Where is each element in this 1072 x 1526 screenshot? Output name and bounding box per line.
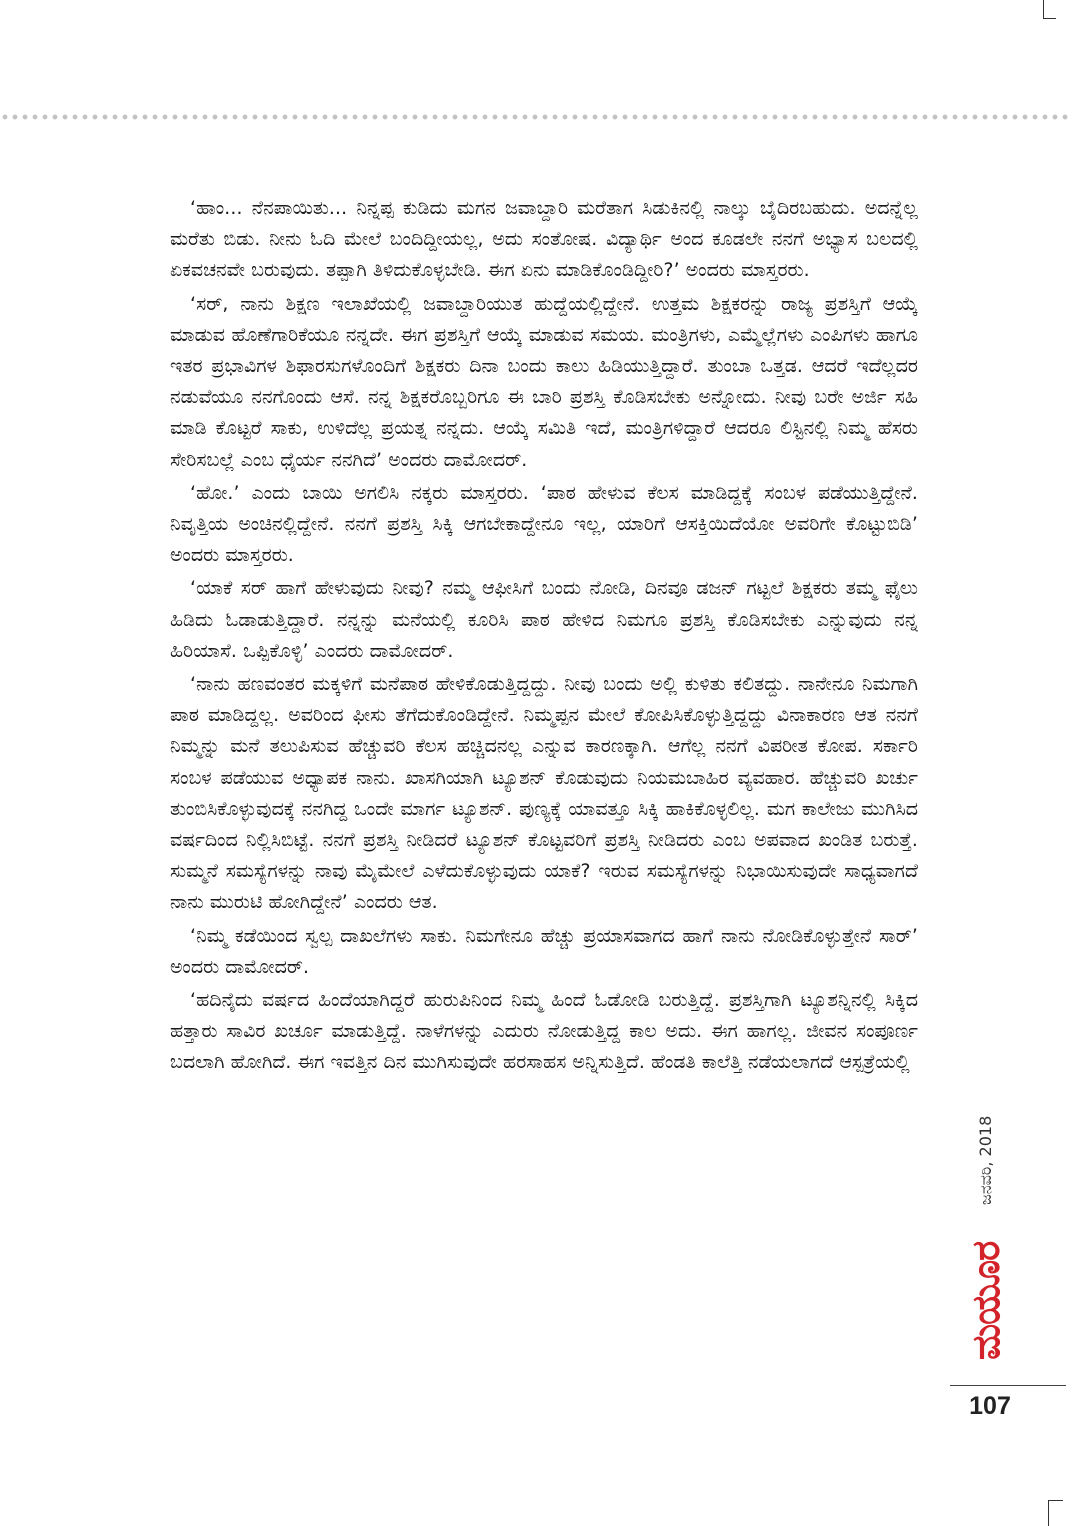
page-number: 107	[969, 1392, 1011, 1420]
paragraph-5: ‘ನಾನು ಹಣವಂತರ ಮಕ್ಕಳಿಗೆ ಮನೆಪಾಠ ಹೇಳಿಕೊಡುತ್ತಿದ್ದದ್ದು. ನೀವು ಬಂದು ಅಲ್ಲಿ ಕುಳಿತು ಕಲಿತದ್ದು. ನಾನೇನೂ ನಿಮಗಾಗಿ ಪಾಠ ಮಾಡಿದ್ದಲ್ಲ. ಅವರಿಂದ ಫೀಸು ತೆಗೆದುಕೊಂಡಿದ್ದೇನೆ. ನಿಮ್ಮಪ್ಪನ ಮೇಲೆ ಕೋಪಿಸಿಕೊಳ್ಳುತ್ತಿದ್ದದ್ದು ವಿನಾಕಾರಣ ಆತ ನನಗೆ ನಿಮ್ಮನ್ನು ಮನೆ ತಲುಪಿಸುವ ಹೆಚ್ಚುವರಿ ಕೆಲಸ ಹಚ್ಚಿದನಲ್ಲ ಎನ್ನುವ ಕಾರಣಕ್ಕಾಗಿ. ಆಗೆಲ್ಲ ನನಗೆ ವಿಪರೀತ ಕೋಪ. ಸರ್ಕಾರಿ ಸಂಬಳ ಪಡೆಯುವ ಅಧ್ಯಾಪಕ ನಾನು. ಖಾಸಗಿಯಾಗಿ ಟ್ಯೂಶನ್ ಕೊಡುವುದು ನಿಯಮಬಾಹಿರ ವ್ಯವಹಾರ. ಹೆಚ್ಚುವರಿ ಖರ್ಚು ತುಂಬಿಸಿಕೊಳ್ಳುವುದಕ್ಕೆ ನನಗಿದ್ದ ಒಂದೇ ಮಾರ್ಗ ಟ್ಯೂಶನ್. ಪುಣ್ಯಕ್ಕೆ ಯಾವತ್ತೂ ಸಿಕ್ಕಿ ಹಾಕಿಕೊಳ್ಳಲಿಲ್ಲ. ಮಗ ಕಾಲೇಜು ಮುಗಿಸಿದ ವರ್ಷದಿಂದ ನಿಲ್ಲಿಸಿಬಿಟ್ಟೆ. ನನಗೆ ಪ್ರಶಸ್ತಿ ನೀಡಿದರೆ ಟ್ಯೂಶನ್ ಕೊಟ್ಟವರಿಗೆ ಪ್ರಶಸ್ತಿ ನೀಡಿದರು ಎಂಬ ಅಪವಾದ ಖಂಡಿತ ಬರುತ್ತೆ. ಸುಮ್ಮನೆ ಸಮಸ್ಯೆಗಳನ್ನು ನಾವು ಮೈಮೇಲೆ ಎಳೆದುಕೊಳ್ಳುವುದು ಯಾಕೆ? ಇರುವ ಸಮಸ್ಯೆಗಳನ್ನು ನಿಭಾಯಿಸುವುದೇ ಸಾಧ್ಯವಾಗದೆ ನಾನು ಮುರುಟಿ ಹೋಗಿದ್ದೇನೆ’ ಎಂದರು ಆತ.	[170, 674, 918, 914]
dotted-divider	[0, 113, 1072, 121]
crop-mark-bottom-right	[1048, 1500, 1063, 1526]
paragraph-4: ‘ಯಾಕೆ ಸರ್ ಹಾಗೆ ಹೇಳುವುದು ನೀವು? ನಮ್ಮ ಆಫೀಸಿಗೆ ಬಂದು ನೋಡಿ, ದಿನವೂ ಡಜನ್ ಗಟ್ಟಲೆ ಶಿಕ್ಷಕರು ತಮ್ಮ ಫೈಲು ಹಿಡಿದು ಓಡಾಡುತ್ತಿದ್ದಾರೆ. ನನ್ನನ್ನು ಮನೆಯಲ್ಲಿ ಕೂರಿಸಿ ಪಾಠ ಹೇಳಿದ ನಿಮಗೂ ಪ್ರಶಸ್ತಿ ಕೊಡಿಸಬೇಕು ಎನ್ನುವುದು ನನ್ನ ಹಿರಿಯಾಸೆ. ಒಪ್ಪಿಕೊಳ್ಳಿ’ ಎಂದರು ದಾಮೋದರ್.	[170, 578, 918, 662]
story-body	[170, 193, 918, 1393]
magazine-logo: ಮಯೂರ	[964, 1241, 1008, 1361]
paragraph-6: ‘ನಿಮ್ಮ ಕಡೆಯಿಂದ ಸ್ವಲ್ಪ ದಾಖಲೆಗಳು ಸಾಕು. ನಿಮಗೇನೂ ಹೆಚ್ಚು ಪ್ರಯಾಸವಾಗದ ಹಾಗೆ ನಾನು ನೋಡಿಕೊಳ್ಳುತ್ತೇನೆ ಸಾರ್’ ಅಂದರು ದಾಮೋದರ್.	[170, 925, 918, 978]
sidebar-folio	[962, 1105, 1010, 1385]
paragraph-2: ‘ಸರ್, ನಾನು ಶಿಕ್ಷಣ ಇಲಾಖೆಯಲ್ಲಿ ಜವಾಬ್ದಾರಿಯುತ ಹುದ್ದೆಯಲ್ಲಿದ್ದೇನೆ. ಉತ್ತಮ ಶಿಕ್ಷಕರನ್ನು ರಾಜ್ಯ ಪ್ರಶಸ್ತಿಗೆ ಆಯ್ಕೆ ಮಾಡುವ ಹೊಣೆಗಾರಿಕೆಯೂ ನನ್ನದೇ. ಈಗ ಪ್ರಶಸ್ತಿಗೆ ಆಯ್ಕೆ ಮಾಡುವ ಸಮಯ. ಮಂತ್ರಿಗಳು, ಎಮ್ಮೆಲ್ಲೆಗಳು ಎಂಪಿಗಳು ಹಾಗೂ ಇತರ ಪ್ರಭಾವಿಗಳ ಶಿಫಾರಸುಗಳೊಂದಿಗೆ ಶಿಕ್ಷಕರು ದಿನಾ ಬಂದು ಕಾಲು ಹಿಡಿಯುತ್ತಿದ್ದಾರೆ. ತುಂಬಾ ಒತ್ತಡ. ಆದರೆ ಇದೆಲ್ಲದರ ನಡುವೆಯೂ ನನಗೊಂದು ಆಸೆ. ನನ್ನ ಶಿಕ್ಷಕರೊಬ್ಬರಿಗೂ ಈ ಬಾರಿ ಪ್ರಶಸ್ತಿ ಕೊಡಿಸಬೇಕು ಅನ್ನೋದು. ನೀವು ಬರೇ ಅರ್ಜಿ ಸಹಿ ಮಾಡಿ ಕೊಟ್ಟರೆ ಸಾಕು, ಉಳಿದೆಲ್ಲ ಪ್ರಯತ್ನ ನನ್ನದು. ಆಯ್ಕೆ ಸಮಿತಿ ಇದೆ, ಮಂತ್ರಿಗಳಿದ್ದಾರೆ ಆದರೂ ಲಿಸ್ಟಿನಲ್ಲಿ ನಿಮ್ಮ ಹೆಸರು ಸೇರಿಸಬಲ್ಲೆ ಎಂಬ ಧೈರ್ಯ ನನಗಿದೆ’ ಅಂದರು ದಾಮೋದರ್.	[170, 293, 918, 471]
paragraph-1: ‘ಹಾಂ... ನೆನಪಾಯಿತು... ನಿನ್ನಪ್ಪ ಕುಡಿದು ಮಗನ ಜವಾಬ್ದಾರಿ ಮರೆತಾಗ ಸಿಡುಕಿನಲ್ಲಿ ನಾಲ್ಕು ಬೈದಿರಬಹುದು. ಅದನ್ನೆಲ್ಲ ಮರೆತು ಬಿಡು. ನೀನು ಓದಿ ಮೇಲೆ ಬಂದಿದ್ದೀಯಲ್ಲ, ಅದು ಸಂತೋಷ. ವಿದ್ಯಾರ್ಥಿ ಅಂದ ಕೂಡಲೇ ನನಗೆ ಅಭ್ಯಾಸ ಬಲದಲ್ಲಿ ಏಕವಚನವೇ ಬರುವುದು. ತಪ್ಪಾಗಿ ತಿಳಿದುಕೊಳ್ಳಬೇಡಿ. ಈಗ ಏನು ಮಾಡಿಕೊಂಡಿದ್ದೀರಿ?’ ಅಂದರು ಮಾಸ್ತರರು.	[170, 198, 918, 282]
paragraph-3: ‘ಹೋ.’ ಎಂದು ಬಾಯಿ ಅಗಲಿಸಿ ನಕ್ಕರು ಮಾಸ್ತರರು. ‘ಪಾಠ ಹೇಳುವ ಕೆಲಸ ಮಾಡಿದ್ದಕ್ಕೆ ಸಂಬಳ ಪಡೆಯುತ್ತಿದ್ದೇನೆ. ನಿವೃತ್ತಿಯ ಅಂಚಿನಲ್ಲಿದ್ದೇನೆ. ನನಗೆ ಪ್ರಶಸ್ತಿ ಸಿಕ್ಕಿ ಆಗಬೇಕಾದ್ದೇನೂ ಇಲ್ಲ, ಯಾರಿಗೆ ಆಸಕ್ತಿಯಿದೆಯೋ ಅವರಿಗೇ ಕೊಟ್ಟುಬಿಡಿ’ ಅಂದರು ಮಾಸ್ತರರು.	[170, 482, 918, 567]
crop-mark-top-right	[1043, 0, 1056, 19]
issue-date: ಜನವರಿ, 2018	[976, 1115, 995, 1205]
page-number-rule	[950, 1385, 1066, 1386]
paragraph-7: ‘ಹದಿನೈದು ವರ್ಷದ ಹಿಂದೆಯಾಗಿದ್ದರೆ ಹುರುಪಿನಿಂದ ನಿಮ್ಮ ಹಿಂದೆ ಓಡೋಡಿ ಬರುತ್ತಿದ್ದೆ. ಪ್ರಶಸ್ತಿಗಾಗಿ ಟ್ಯೂಶನ್ನಿನಲ್ಲಿ ಸಿಕ್ಕಿದ ಹತ್ತಾರು ಸಾವಿರ ಖರ್ಚೂ ಮಾಡುತ್ತಿದ್ದೆ. ನಾಳೆಗಳನ್ನು ಎದುರು ನೋಡುತ್ತಿದ್ದ ಕಾಲ ಅದು. ಈಗ ಹಾಗಲ್ಲ. ಜೀವನ ಸಂಪೂರ್ಣ ಬದಲಾಗಿ ಹೋಗಿದೆ. ಈಗ ಇವತ್ತಿನ ದಿನ ಮುಗಿಸುವುದೇ ಹರಸಾಹಸ ಅನ್ನಿಸುತ್ತಿದೆ. ಹೆಂಡತಿ ಕಾಲೆತ್ತಿ ನಡೆಯಲಾಗದೆ ಆಸ್ಪತ್ರೆಯಲ್ಲಿ	[170, 990, 918, 1074]
